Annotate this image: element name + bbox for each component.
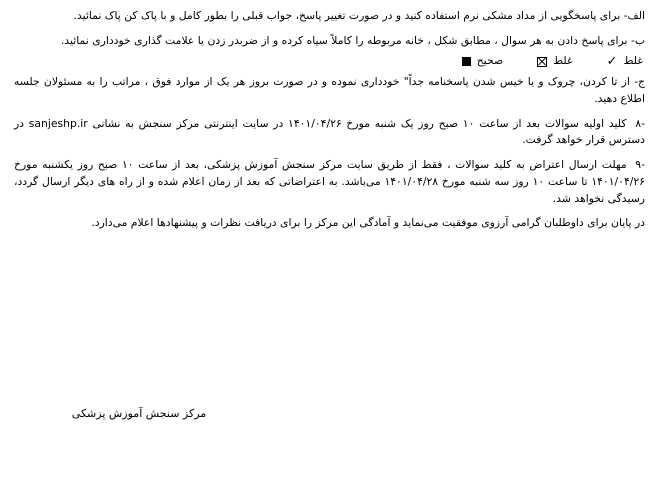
answer-marking-legend [14, 53, 645, 70]
signature-organization: مرکز سنجش آموزش پزشکی [71, 407, 207, 420]
check-mark-icon: ✓ [606, 54, 618, 70]
item-9 [14, 157, 645, 207]
item-8 [14, 116, 645, 149]
item-8-number: -۸ [635, 116, 645, 130]
legend-wrong-x-label: غلط [553, 54, 573, 68]
sanjesh-site-link[interactable]: sanjeshp.ir [28, 116, 88, 130]
legend-wrong-check-label: غلط [623, 54, 643, 68]
instruction-alef: الف- برای پاسخگویی از مداد مشکی نرم استفاده کنید و در صورت تغییر پاسخ، جواب قبلی را بطور کامل و با پاک کن پاک نمائید. [73, 9, 645, 22]
instruction-be: ب- برای پاسخ دادن به هر سوال ، مطابق شکل ، خانه مربوطه را کاملاً سیاه کرده و از ضربدر زدن یا علامت گذاری خودداری نمائید. [60, 33, 645, 47]
legend-wrong-check [607, 53, 643, 70]
item-9-number: -۹ [635, 158, 646, 172]
item-8-text: کلید اولیه سوالات بعد از ساعت ۱۰ صبح روز یک شنبه مورخ ۱۴۰۱/۰۴/۲۶ در سایت اینترنتی مرکز سنجش به نشانی [92, 116, 627, 130]
instruction-jim: ج- از تا کردن، چروک و یا خیس شدن پاسخنامه جداً" خودداری نموده و در صورت بروز هر یک از موارد فوق ، مراتب را به مسئولان جلسه اطلاع دهید. [14, 75, 645, 105]
item-8-text-after: در دسترس قرار خواهد گرفت. [14, 116, 645, 147]
filled-box-icon [462, 57, 471, 66]
legend-wrong-x [537, 53, 572, 70]
legend-correct [462, 53, 503, 70]
legend-correct-label: صحیح [476, 54, 504, 68]
crossed-box-icon [537, 57, 547, 67]
closing-paragraph: در پایان برای داوطلبان گرامی آرزوی موفقیت می‌نماید و آمادگی این مرکز را برای دریافت نظرات و پیشنهادها اعلام می‌دارد. [91, 216, 645, 230]
item-9-text: مهلت ارسال اعتراض به کلید سوالات ، فقط از طریق سایت مرکز سنجش آموزش پزشکی، بعد از ساعت ۱۰ صبح روز یکشنبه مورخ ۱۴۰۱/۰۴/۲۶ تا ساعت ۱۰ روز سه شنبه مورخ ۱۴۰۱/۰۴/۲۸ می‌باشد. به اعتراضاتی که بعد از زمان اعلام شده و از راه های دیگر ارسال گردد، رسیدگی نخواهد شد. [14, 158, 645, 205]
